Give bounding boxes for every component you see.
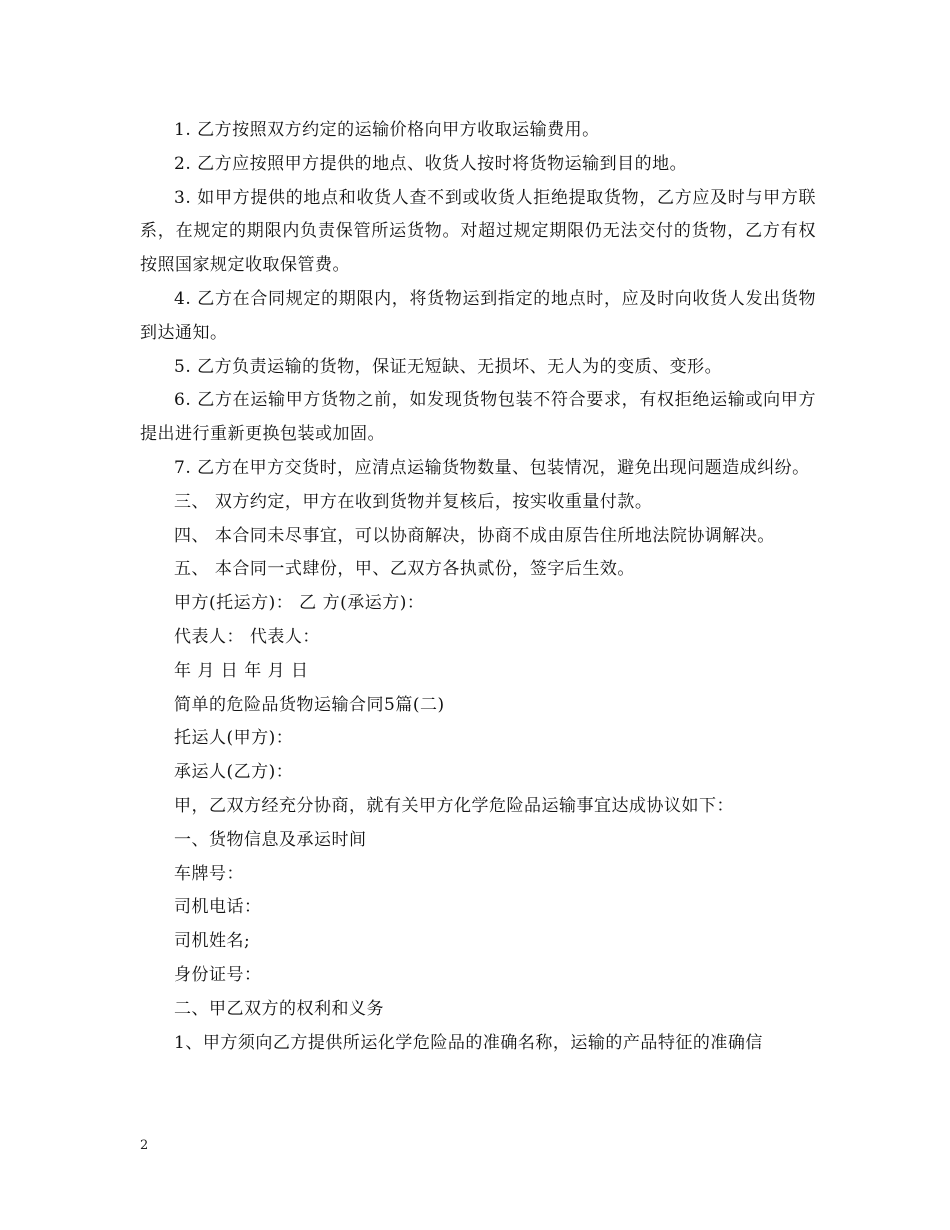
id-number-field: 身份证号： [174,964,262,985]
clause-three: 三、 双方约定，甲方在收到货物并复核后，按实收重量付款。 [174,491,653,512]
party-signature-line: 甲方(托运方)： 乙 方(承运方)： [174,593,425,614]
document-body [140,114,816,1060]
rights-obligations-heading: 二、甲乙双方的权利和义务 [174,998,384,1019]
carrier-line: 承运人(乙方)： [174,762,294,783]
paragraph-2: 2. 乙方应按照甲方提供的地点、收货人按时将货物运输到目的地。 [174,153,688,174]
paragraph-7: 7. 乙方在甲方交货时，应清点运输货物数量、包装情况，避免出现问题造成纠纷。 [174,457,810,478]
page-number: 2 [140,1138,149,1153]
driver-phone-field: 司机电话： [174,897,262,918]
agreement-intro: 甲，乙双方经充分协商，就有关甲方化学危险品运输事宜达成协议如下： [174,795,734,816]
representative-line: 代表人： 代表人： [174,626,320,647]
clause-four: 四、 本合同未尽事宜，可以协商解决，协商不成由原告住所地法院协调解决。 [174,525,775,546]
consignor-line: 托运人(甲方)： [174,728,294,749]
obligation-item-1: 1、甲方须向乙方提供所运化学危险品的准确名称，运输的产品特征的准确信 [174,1032,763,1053]
driver-name-field: 司机姓名; [174,931,251,952]
plate-number-field: 车牌号： [174,863,244,884]
section-title: 简单的危险品货物运输合同5篇(二) [174,694,445,715]
paragraph-6: 6. 乙方在运输甲方货物之前，如发现货物包装不符合要求，有权拒绝运输或向甲方提出进行重新更换包装或加固。 [140,390,816,445]
date-line: 年 月 日 年 月 日 [174,660,309,681]
paragraph-3: 3. 如甲方提供的地点和收货人查不到或收货人拒绝提取货物，乙方应及时与甲方联系，在规定的期限内负责保管所运货物。对超过规定期限仍无法交付的货物，乙方有权按照国家规定收取保管费。 [140,187,816,276]
cargo-info-heading: 一、货物信息及承运时间 [174,829,367,850]
paragraph-4: 4. 乙方在合同规定的期限内，将货物运到指定的地点时，应及时向收货人发出货物到达通知。 [140,288,816,343]
paragraph-1: 1. 乙方按照双方约定的运输价格向甲方收取运输费用。 [174,120,600,140]
paragraph-5: 5. 乙方负责运输的货物，保证无短缺、无损坏、无人为的变质、变形。 [174,356,723,377]
clause-five: 五、 本合同一式肆份，甲、乙双方各执贰份，签字后生效。 [174,559,635,580]
